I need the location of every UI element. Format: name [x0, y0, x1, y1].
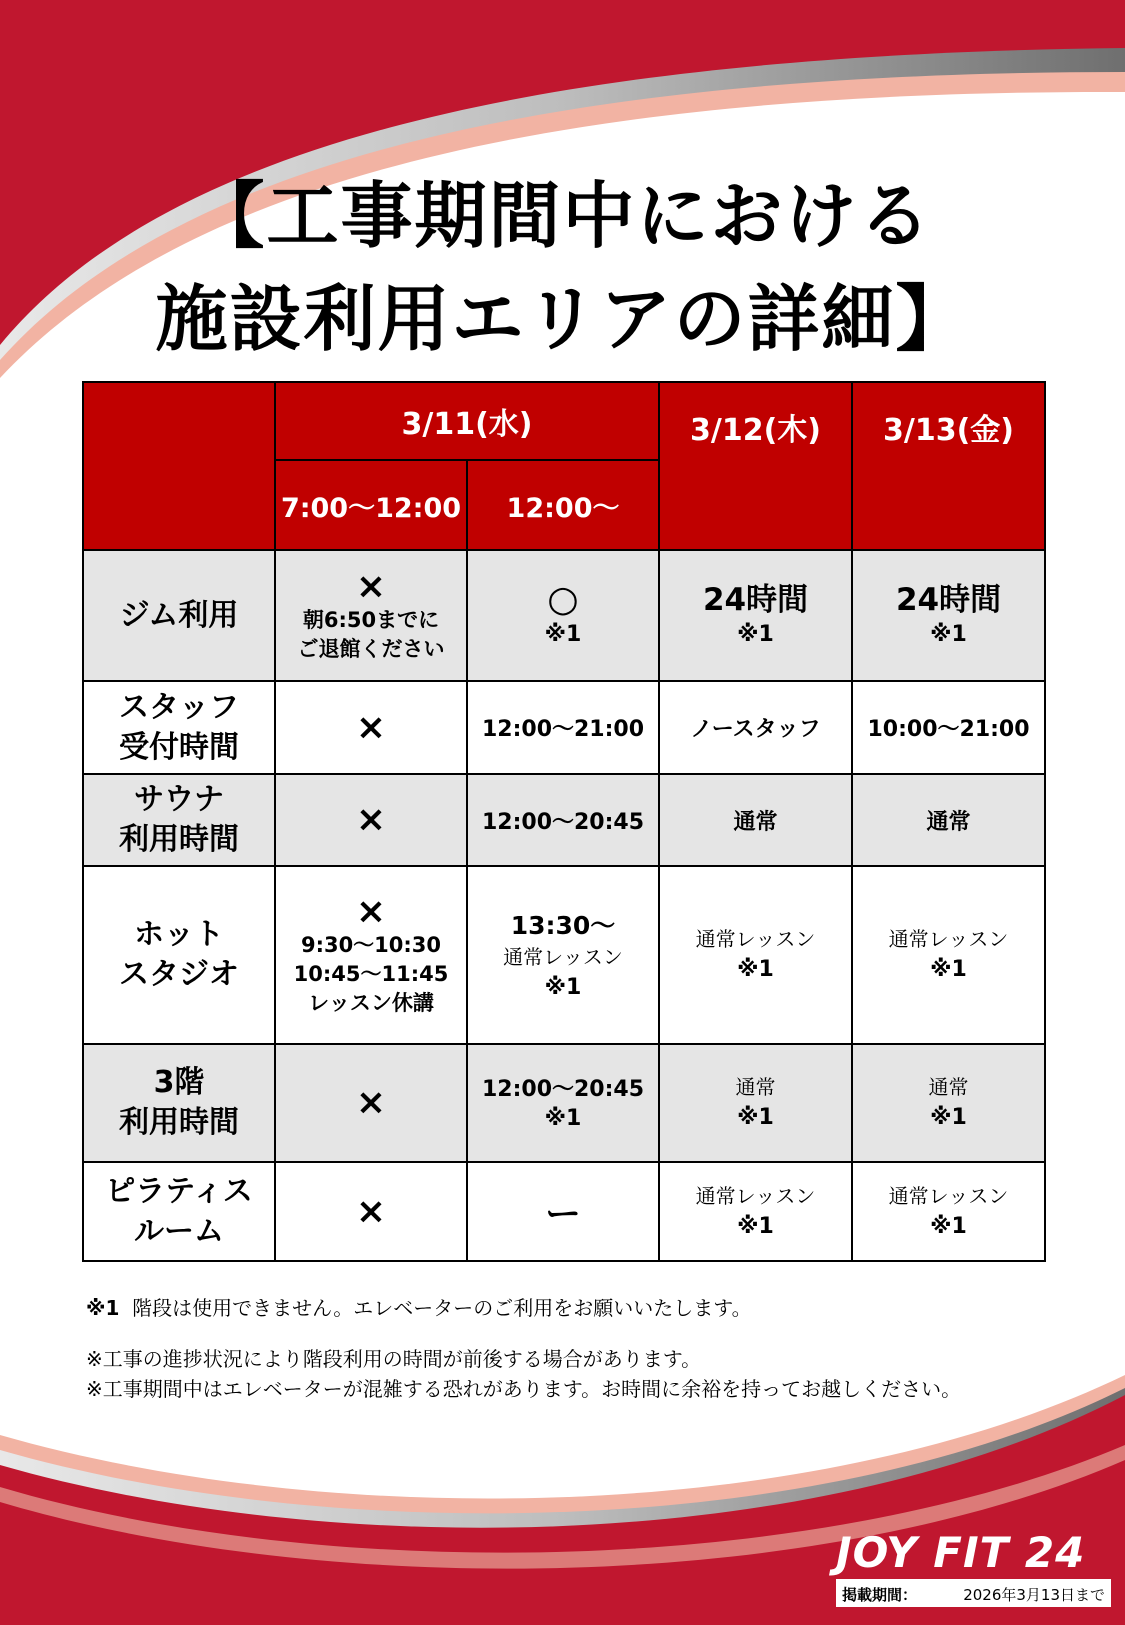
cell-text: 通常レッスン	[695, 927, 816, 951]
cell-text: 24時間	[895, 581, 1002, 618]
header-date-3-13: 3/13(金)	[852, 382, 1045, 550]
cell-hot-3-12	[659, 866, 852, 1044]
cell-staff-afternoon	[467, 681, 659, 774]
note-ref: ※1	[544, 975, 582, 1000]
cell-text: 通常	[733, 809, 778, 835]
note-ref: ※1	[930, 1105, 967, 1130]
row-label-pilates	[83, 1162, 275, 1261]
row-label-text: ホット	[134, 917, 224, 952]
row-label-text: サウナ	[134, 782, 224, 817]
cell-pilates-morning	[275, 1162, 467, 1261]
table-row	[83, 681, 1045, 774]
cell-sauna-morning	[275, 774, 467, 866]
row-label-gym: ジム利用	[83, 550, 275, 681]
note-ref: ※1	[544, 1105, 582, 1131]
cell-text: 13:30～	[510, 911, 616, 940]
cell-pilates-3-12	[659, 1162, 852, 1261]
row-label-sauna	[83, 774, 275, 866]
note-ref: ※1	[737, 957, 774, 982]
cell-3f-morning	[275, 1044, 467, 1162]
cell-text: ご退館ください	[297, 636, 445, 661]
table-row	[83, 550, 1045, 681]
cell-text: 10:00～21:00	[867, 717, 1030, 742]
row-label-3f	[83, 1044, 275, 1162]
row-label-text: 受付時間	[119, 729, 239, 765]
table-row	[83, 774, 1045, 866]
note-ref: ※1	[930, 621, 967, 647]
table-row	[83, 866, 1045, 1044]
cell-staff-3-13	[852, 681, 1045, 774]
cell-hot-morning	[275, 866, 467, 1044]
cell-staff-morning	[275, 681, 467, 774]
header-date-3-11: 3/11(水)	[275, 382, 659, 460]
cell-hot-afternoon	[467, 866, 659, 1044]
page-title-line1: 【工事期間中における	[192, 174, 933, 258]
cross-mark: ×	[355, 1190, 387, 1232]
cell-text: 通常	[926, 809, 971, 835]
cell-sauna-3-13	[852, 774, 1045, 866]
cross-mark: ×	[355, 706, 387, 748]
row-label-text: ピラティス	[105, 1173, 253, 1209]
note-ref: ※1	[930, 957, 967, 982]
footnote-mark: ※1	[86, 1296, 120, 1320]
cell-pilates-3-13	[852, 1162, 1045, 1261]
posting-period-date: 2026年3月13日まで	[963, 1586, 1105, 1604]
cross-mark: ×	[355, 1082, 387, 1123]
note-ref: ※1	[544, 621, 582, 647]
schedule-table	[82, 381, 1046, 1262]
cell-gym-3-13	[852, 550, 1045, 681]
row-label-text: 利用時間	[119, 1105, 239, 1140]
cross-mark: ×	[355, 799, 387, 840]
cell-3f-afternoon	[467, 1044, 659, 1162]
cell-sauna-3-12	[659, 774, 852, 866]
table-row	[83, 1162, 1045, 1261]
row-label-text: 3階	[153, 1065, 205, 1100]
cell-gym-3-12	[659, 550, 852, 681]
note-ref: ※1	[930, 1213, 967, 1239]
cell-text: 通常レッスン	[888, 1183, 1009, 1208]
row-label-staff	[83, 681, 275, 774]
cell-text: 通常	[735, 1075, 776, 1099]
cell-text: 朝6:50までに	[302, 607, 440, 632]
footnote-1	[86, 1292, 752, 1321]
cell-text: レッスン休講	[308, 990, 434, 1015]
cell-text: 24時間	[702, 581, 809, 618]
row-label-hot-studio	[83, 866, 275, 1044]
posting-period-label: 掲載期間：	[842, 1586, 918, 1604]
page-title-line2: 施設利用エリアの詳細】	[155, 277, 970, 361]
cell-text: 12:00～20:45	[481, 1076, 645, 1102]
cell-3f-3-13	[852, 1044, 1045, 1162]
brand-logo: JOY FIT 24	[836, 1528, 1086, 1577]
header-slot-afternoon: 12:00～	[467, 460, 659, 550]
cell-gym-morning	[275, 550, 467, 681]
cell-text: 10:45～11:45	[293, 961, 449, 986]
note-ref: ※1	[737, 1213, 774, 1239]
cell-staff-3-12	[659, 681, 852, 774]
note-ref: ※1	[737, 1105, 774, 1130]
cell-gym-afternoon	[467, 550, 659, 681]
header-date-3-12: 3/12(木)	[659, 382, 852, 550]
cell-text: 通常	[928, 1075, 969, 1099]
cell-text: 通常レッスン	[888, 927, 1009, 951]
footnote-text: 階段は使用できません。エレベーターのご利用をお願いいたします。	[132, 1296, 752, 1320]
note-ref: ※1	[737, 621, 774, 647]
circle-mark: ○	[547, 578, 579, 620]
dash-mark: ー	[545, 1194, 582, 1235]
cell-sauna-afternoon	[467, 774, 659, 866]
row-label-text: スタジオ	[119, 957, 239, 992]
cell-pilates-afternoon	[467, 1162, 659, 1261]
table-row	[83, 1044, 1045, 1162]
cell-3f-3-12	[659, 1044, 852, 1162]
cell-text: 12:00～21:00	[481, 717, 645, 742]
row-label-text: スタッフ	[119, 689, 239, 725]
header-corner	[83, 382, 275, 550]
row-label-text: ルーム	[134, 1213, 224, 1249]
footnote-2: ※工事の進捗状況により階段利用の時間が前後する場合があります。	[86, 1347, 702, 1371]
footnote-3: ※工事期間中はエレベーターが混雑する恐れがあります。お時間に余裕を持ってお越しください。	[86, 1377, 962, 1401]
cell-hot-3-13	[852, 866, 1045, 1044]
cross-mark: ×	[355, 890, 387, 932]
row-label-text: 利用時間	[119, 822, 239, 857]
cell-text: 通常レッスン	[695, 1183, 816, 1208]
cell-text: 通常レッスン	[503, 945, 623, 969]
cell-text: ノースタッフ	[690, 717, 821, 742]
header-slot-morning: 7:00～12:00	[275, 460, 467, 550]
cell-text: 12:00～20:45	[481, 809, 645, 835]
cell-text: 9:30～10:30	[300, 932, 442, 957]
cross-mark: ×	[355, 565, 387, 607]
posting-period	[836, 1579, 1111, 1607]
